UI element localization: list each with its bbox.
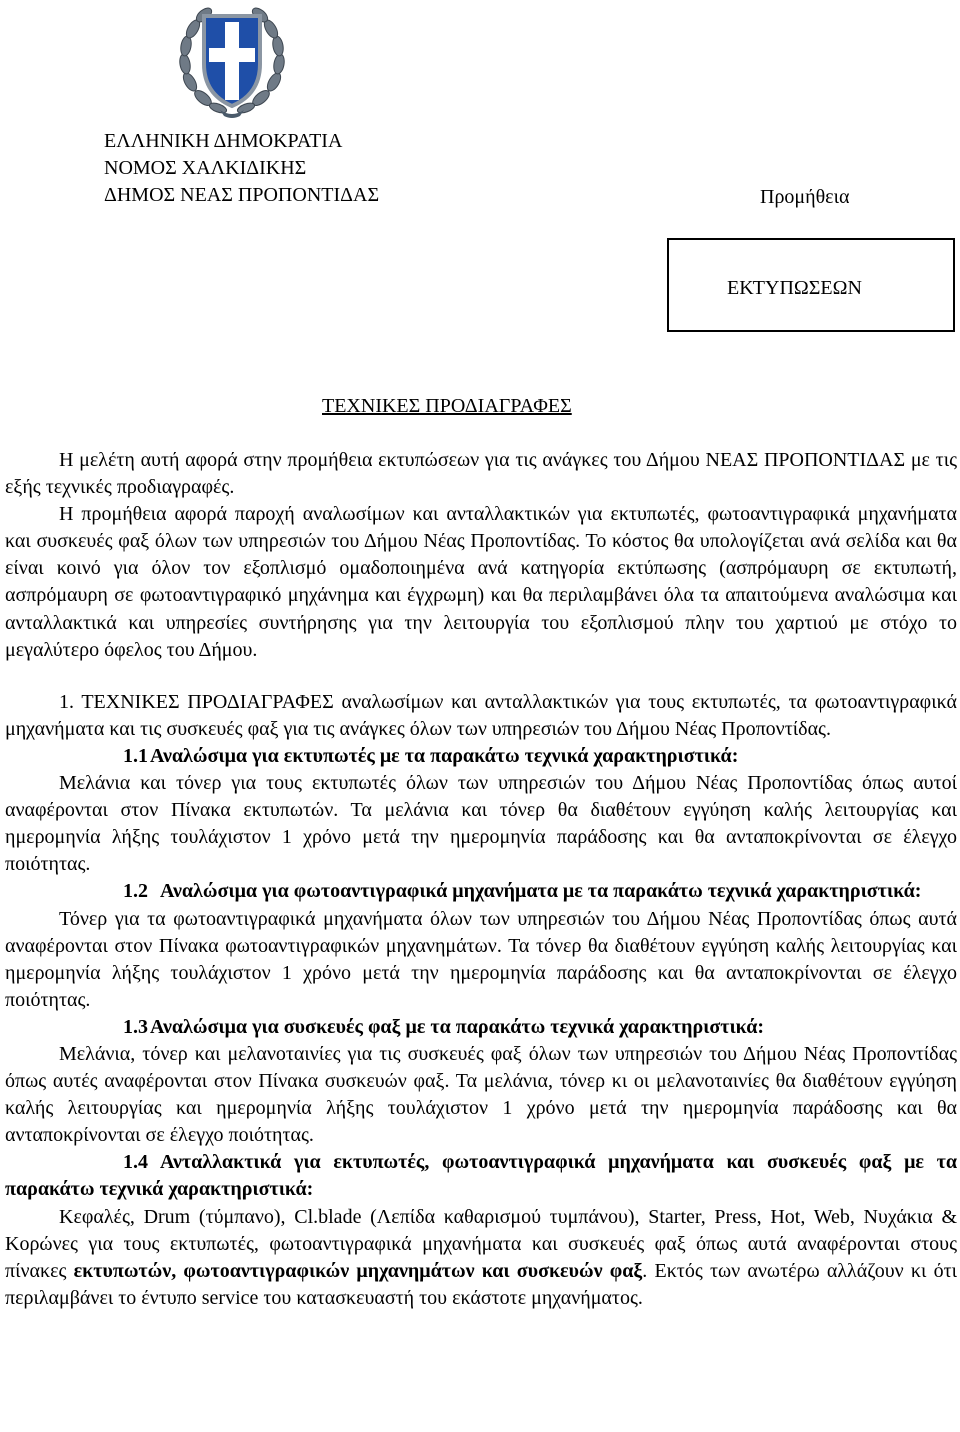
subsection-heading	[5, 1149, 957, 1203]
subsection-title: Αναλώσιμα για φωτοαντιγραφικά μηχανήματα με τα παρακάτω τεχνικά χαρακτηριστικά:	[160, 880, 922, 903]
municipality-name: ΔΗΜΟΣ ΝΕΑΣ ΠΡΟΠΟΝΤΙΔΑΣ	[104, 184, 380, 206]
subject-box	[667, 238, 955, 332]
subsection-number: 1.3	[123, 1015, 148, 1038]
subsection-body-start: Κεφαλές, Drum (τύμπανο), Cl.blade (Λεπίδα καθαρισμού τυμπάνου), Starter, Press, Hot, Web, Νυχάκια & Κορώνες για τους εκτυπωτές, φωτοαντιγραφικά μηχανήματα και συσκευές φαξ όπως αυτά αναφέρονται στους πίνακες	[5, 1205, 957, 1282]
subsection-number: 1.2	[123, 880, 148, 903]
procurement-label: Προμήθεια	[760, 186, 850, 208]
subject-box-label: ΕΚΤΥΠΩΣΕΩΝ	[727, 277, 862, 299]
subsection-heading	[5, 743, 957, 770]
subsection-body: Τόνερ για τα φωτοαντιγραφικά μηχανήματα όλων των υπηρεσιών του Δήμου Νέας Προποντίδας όπως αυτά αναφέρονται στον Πίνακα φωτοαντιγραφικών μηχανημάτων. Τα τόνερ θα διαθέτουν εγγύηση καλής λειτουργίας και ημερομηνία λήξης τουλάχιστον 1 χρόνο μετά την ημερομηνία παράδοσης και θα ανταποκρίνονται σε έλεγχο ποιότητας.	[5, 907, 957, 1011]
issuer-header	[104, 128, 379, 209]
intro-paragraph-2: Η προμήθεια αφορά παροχή αναλωσίμων και ανταλλακτικών για εκτυπωτές, φωτοαντιγραφικά μηχανήματα και συσκευές φαξ όλων των υπηρεσιών του Δήμου Νέας Προποντίδας. Το κόστος θα υπολογίζεται ανά σελίδα και θα είναι κοινό για όλον τον εξοπλισμό ομαδοποιημένα ανά κατηγορία εκτύπωσης (ασπρόμαυρη σε εκτυπωτή, ασπρόμαυρη σε φωτοαντιγραφικό μηχάνημα και έγχρωμη) και θα περιλαμβάνει όλα τα απαιτούμενα αναλώσιμα και ανταλλακτικά και υπηρεσίες συντήρησης για την λειτουργία του εξοπλισμού πλην του χαρτιού με στόχο το μεγαλύτερο όφελος του Δήμου.	[5, 503, 957, 661]
subsection-title: Ανταλλακτικά για εκτυπωτές, φωτοαντιγραφικά μηχανήματα και συσκευές φαξ με τα παρακάτω τεχνικά χαρακτηριστικά:	[5, 1151, 957, 1201]
subsection-body-bold: εκτυπωτών, φωτοαντιγραφικών μηχανημάτων και συσκευών φαξ	[73, 1259, 643, 1282]
subsection-body: Μελάνια, τόνερ και μελανοταινίες για τις συσκευές φαξ όλων των υπηρεσιών του Δήμου Νέας Προποντίδας όπως αυτές αναφέρονται στον Πίνακα συσκευών φαξ. Τα μελάνια, τόνερ κι οι μελανοταινίες θα διαθέτουν εγγύηση καλής λειτουργίας και ημερομηνία λήξης τουλάχιστον 1 χρόνο μετά την ημερομηνία παράδοσης και θα ανταποκρίνονται σε έλεγχο ποιότητας.	[5, 1042, 957, 1147]
coat-of-arms-emblem	[176, 2, 288, 120]
document-body	[5, 447, 957, 1312]
subsection-heading	[5, 878, 957, 905]
subsection-number: 1.4	[123, 1151, 148, 1174]
subsection-body	[5, 1204, 957, 1312]
prefecture-name: ΝΟΜΟΣ ΧΑΛΚΙΔΙΚΗΣ	[104, 157, 307, 179]
subsection-body-end: . Εκτός των ανωτέρω αλλάζουν κι ότι περιλαμβάνει το έντυπο service του κατασκευαστή του εκάστοτε μηχανήματος.	[5, 1259, 957, 1309]
subsection-heading	[5, 1014, 957, 1041]
subsection-title: Αναλώσιμα για εκτυπωτές με τα παρακάτω τεχνικά χαρακτηριστικά:	[150, 744, 739, 767]
subsection-body: Μελάνια και τόνερ για τους εκτυπωτές όλων των υπηρεσιών του Δήμου Νέας Προποντίδας όπως αυτοί αναφέρονται στον Πίνακα εκτυπωτών. Τα μελάνια και τόνερ θα διαθέτουν εγγύηση καλής λειτουργίας και ημερομηνία λήξης τουλάχιστον 1 χρόνο μετά την ημερομηνία παράδοσης και θα ανταποκρίνονται σε έλεγχο ποιότητας.	[5, 772, 957, 876]
subsection-number: 1.1	[123, 744, 148, 767]
intro-paragraph-1: Η μελέτη αυτή αφορά στην προμήθεια εκτυπώσεων για τις ανάγκες του Δήμου ΝΕΑΣ ΠΡΟΠΟΝΤΙΔΑΣ με τις εξής τεχνικές προδιαγραφές.	[5, 449, 957, 499]
country-name: ΕΛΛΗΝΙΚΗ ΔΗΜΟΚΡΑΤΙΑ	[104, 130, 343, 152]
section-1-paragraph: 1. ΤΕΧΝΙΚΕΣ ΠΡΟΔΙΑΓΡΑΦΕΣ αναλωσίμων και ανταλλακτικών για τους εκτυπωτές, τα φωτοαντιγραφικά μηχανήματα και τις συσκευές φαξ για τις ανάγκες όλων των υπηρεσιών του Δήμου Νέας Προποντίδας.	[5, 690, 957, 740]
page-title: ΤΕΧΝΙΚΕΣ ΠΡΟΔΙΑΓΡΑΦΕΣ	[322, 395, 572, 417]
subsection-title: Αναλώσιμα για συσκευές φαξ με τα παρακάτω τεχνικά χαρακτηριστικά:	[150, 1015, 765, 1038]
